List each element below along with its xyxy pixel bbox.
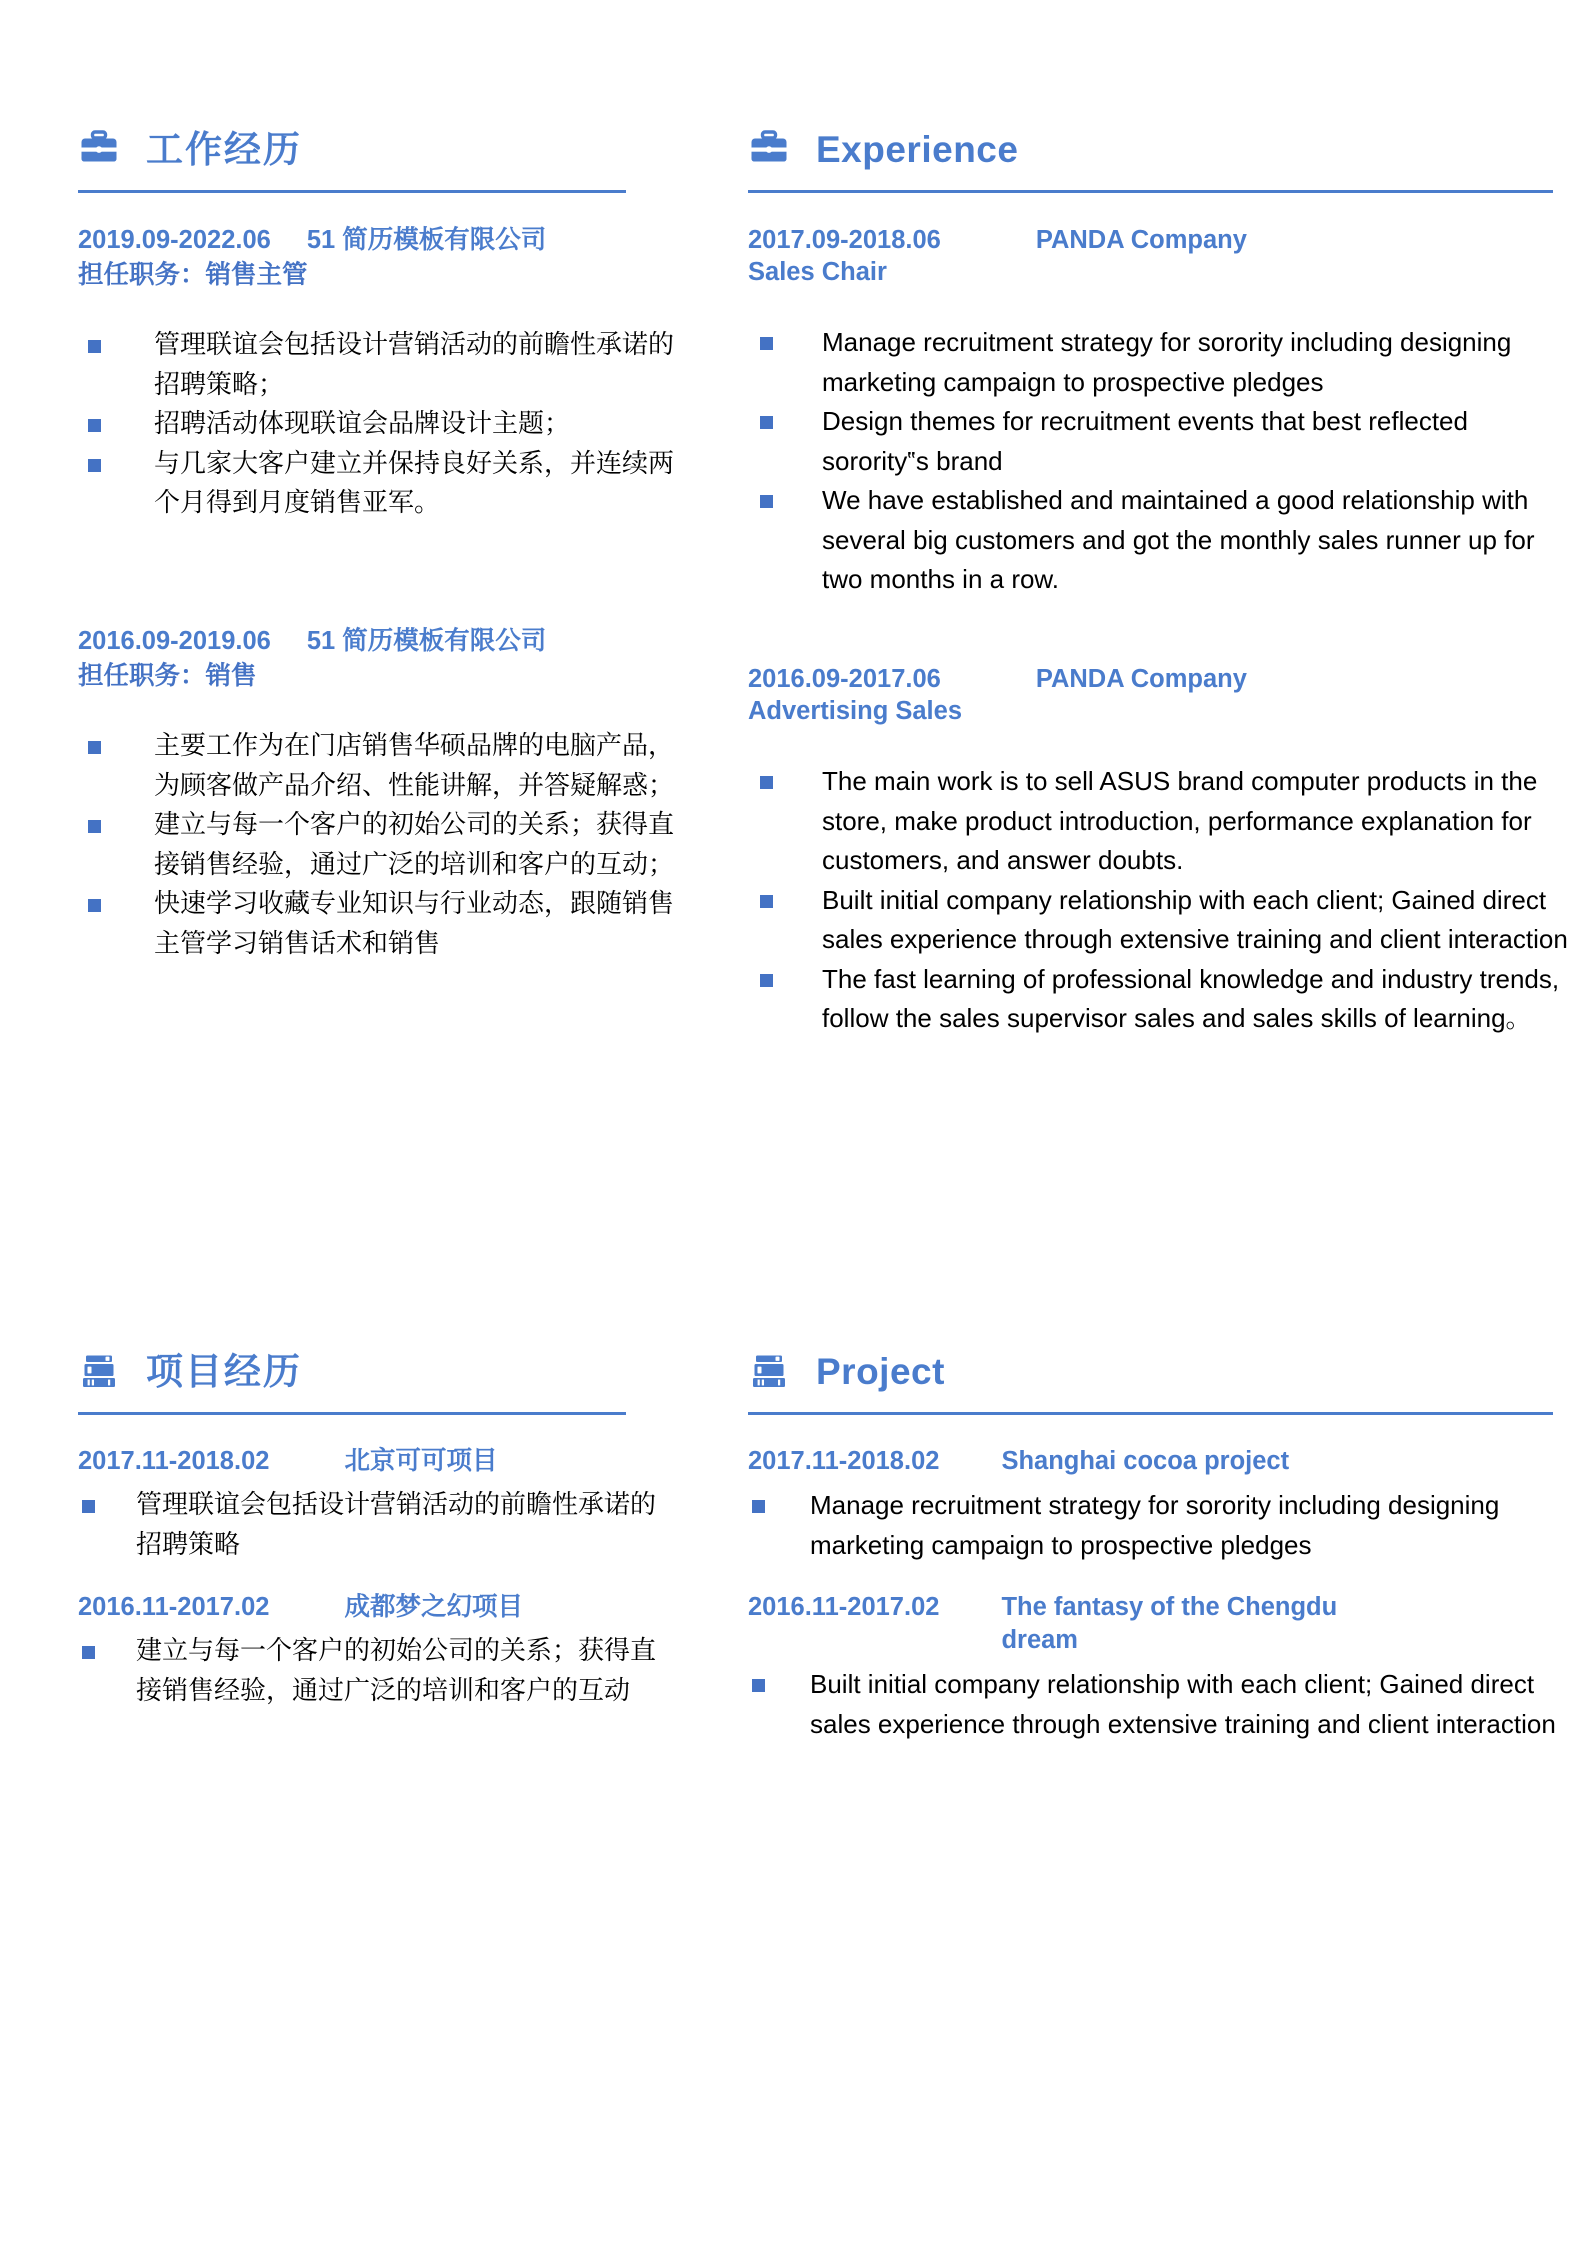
project-header <box>748 1591 1348 1657</box>
list-item: 快速学习收藏专业知识与行业动态，跟随销售主管学习销售话术和销售 <box>78 885 678 964</box>
project-name: The fantasy of the Chengdu dream <box>1001 1593 1338 1655</box>
section-title-experience-cn: 工作经历 <box>146 128 302 170</box>
project-entry <box>78 1591 678 1711</box>
entry-header <box>748 662 1348 696</box>
list-item: Built initial company relationship with each client; Gained direct sales experience through extensive training and client interaction <box>748 881 1568 960</box>
entry-organization: PANDA Company <box>1035 664 1247 693</box>
entry-bullet-list <box>748 323 1548 600</box>
project-entry <box>748 1445 1500 1565</box>
section-divider <box>78 1412 626 1415</box>
entry-gap <box>78 528 678 624</box>
section-header-project-en <box>748 1340 1348 1402</box>
project-bullet-list <box>78 1486 678 1565</box>
experience-entry <box>78 624 678 1105</box>
list-item: 建立与每一个客户的初始公司的关系；获得直接销售经验，通过广泛的培训和客户的互动； <box>78 806 678 885</box>
entry-date: 2016.09-2019.06 <box>78 626 271 655</box>
list-item: 建立与每一个客户的初始公司的关系；获得直接销售经验，通过广泛的培训和客户的互动 <box>78 1632 678 1711</box>
experience-entry <box>748 662 1568 1039</box>
entry-bullet-list <box>78 727 678 964</box>
section-header-experience-en <box>748 118 1348 180</box>
experience-entry <box>78 223 678 524</box>
project-bullet-list <box>78 1632 678 1711</box>
list-item: Manage recruitment strategy for sorority including designing marketing campaign to prospective pledges <box>748 323 1548 402</box>
list-item: Design themes for recruitment events that best reflected sorority‟s brand <box>748 402 1548 481</box>
entry-bullet-list <box>78 326 678 524</box>
list-item: Built initial company relationship with each client; Gained direct sales experience through extensive training and client interaction <box>748 1665 1558 1744</box>
list-item: We have established and maintained a good relationship with several big customers and got the monthly sales runner up for two months in a row. <box>748 481 1548 600</box>
project-name: 成都梦之幻项目 <box>344 1593 523 1622</box>
list-item: 与几家大客户建立并保持良好关系，并连续两个月得到月度销售亚军。 <box>78 445 678 524</box>
project-column-english <box>748 1340 1556 1744</box>
project-gap <box>78 1565 678 1591</box>
list-item: 招聘活动体现联谊会品牌设计主题； <box>78 405 678 445</box>
project-bullet-list <box>748 1486 1558 1565</box>
experience-entry <box>748 223 1535 600</box>
entry-header <box>78 223 678 257</box>
project-entry <box>748 1591 1556 1744</box>
list-item: 管理联谊会包括设计营销活动的前瞻性承诺的招聘策略 <box>78 1486 678 1565</box>
project-header <box>748 1445 1348 1478</box>
entry-organization: 51 简历模板有限公司 <box>306 626 547 655</box>
project-column-chinese <box>78 1340 678 1744</box>
section-title-project-en: Project <box>816 1350 945 1392</box>
entry-bullet-list <box>748 762 1568 1039</box>
project-date: 2017.11-2018.02 <box>748 1447 940 1475</box>
section-header-experience-cn <box>78 118 678 180</box>
section-title-project-cn: 项目经历 <box>146 1350 302 1392</box>
project-row <box>0 1340 1587 1744</box>
project-gap <box>748 1565 1348 1591</box>
books-icon <box>78 1350 120 1392</box>
entry-date: 2016.09-2017.06 <box>748 664 941 693</box>
entry-gap <box>748 604 1348 662</box>
entry-role: 担任职务：销售 <box>78 662 257 691</box>
section-divider <box>748 190 1553 193</box>
experience-row <box>0 118 1587 1109</box>
entry-role: 担任职务：销售主管 <box>78 261 308 290</box>
section-divider <box>78 190 626 193</box>
list-item: Manage recruitment strategy for sorority including designing marketing campaign to prospective pledges <box>748 1486 1558 1565</box>
list-item: 主要工作为在门店销售华硕品牌的电脑产品，为顾客做产品介绍、性能讲解，并答疑解惑； <box>78 727 678 806</box>
books-icon <box>748 1350 790 1392</box>
entry-role: Advertising Sales <box>748 697 962 726</box>
experience-column-chinese <box>78 118 678 1109</box>
project-date: 2016.11-2017.02 <box>748 1593 940 1622</box>
project-name: Shanghai cocoa project <box>1001 1447 1290 1475</box>
experience-column-english <box>748 118 1568 1109</box>
list-item: The main work is to sell ASUS brand computer products in the store, make product introduction, performance explanation for customers, and answer doubts. <box>748 762 1568 881</box>
project-name: 北京可可项目 <box>344 1447 498 1475</box>
list-item: The fast learning of professional knowledge and industry trends, follow the sales supervisor sales and sales skills of learning。 <box>748 960 1568 1039</box>
briefcase-icon <box>78 128 120 170</box>
entry-header <box>78 624 678 658</box>
project-date: 2017.11-2018.02 <box>78 1447 270 1475</box>
project-bullet-list <box>748 1665 1558 1744</box>
project-header <box>78 1445 678 1478</box>
list-item: 管理联谊会包括设计营销活动的前瞻性承诺的招聘策略； <box>78 326 678 405</box>
project-entry <box>78 1445 678 1565</box>
section-title-experience-en: Experience <box>816 128 1019 170</box>
entry-date: 2017.09-2018.06 <box>748 226 941 254</box>
entry-organization: 51 简历模板有限公司 <box>306 226 547 254</box>
entry-header <box>748 223 1348 257</box>
entry-role: Sales Chair <box>748 258 887 287</box>
entry-date: 2019.09-2022.06 <box>78 226 271 254</box>
project-date: 2016.11-2017.02 <box>78 1593 270 1622</box>
section-divider <box>748 1412 1553 1415</box>
project-header <box>78 1591 678 1624</box>
section-header-project-cn <box>78 1340 678 1402</box>
briefcase-icon <box>748 128 790 170</box>
entry-organization: PANDA Company <box>1035 226 1247 254</box>
